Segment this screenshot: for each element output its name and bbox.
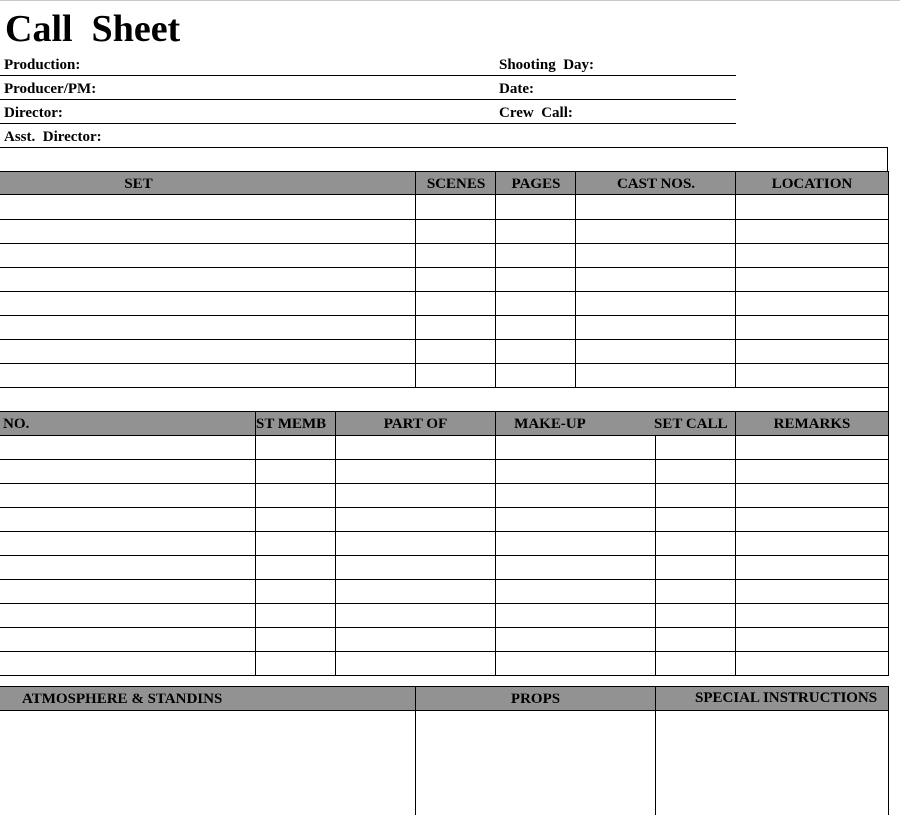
cast-table-header <box>0 411 889 436</box>
table-row-line <box>0 243 889 244</box>
shooting-day-label: Shooting Day: <box>499 57 595 73</box>
table-row-line <box>0 507 889 508</box>
table-row-line <box>0 579 889 580</box>
table-row-line <box>0 555 889 556</box>
table-row-line <box>0 531 889 532</box>
table-right-border <box>888 171 889 388</box>
remarks-column-header: REMARKS <box>773 416 851 432</box>
column-divider <box>415 171 416 387</box>
no-column-header: NO. <box>3 416 30 432</box>
set-call-column-header: SET CALL <box>654 416 728 432</box>
table-row-line <box>0 627 889 628</box>
info-underline <box>0 99 736 100</box>
props-header: PROPS <box>510 691 561 707</box>
sheet-top-border <box>0 0 900 1</box>
column-divider <box>495 171 496 387</box>
column-divider <box>735 171 736 387</box>
table-row-line <box>0 291 889 292</box>
table-row-line <box>0 339 889 340</box>
production-label: Production: <box>4 57 81 73</box>
crew-call-label: Crew Call: <box>499 105 573 121</box>
table-row-line <box>0 315 889 316</box>
table-row-line <box>0 483 889 484</box>
scene-table <box>0 171 889 388</box>
cast-nos-column-header: CAST NOS. <box>616 176 696 192</box>
asst-director-label: Asst. Director: <box>4 129 102 145</box>
table-right-border <box>888 411 889 676</box>
producer-label: Producer/PM: <box>4 81 97 97</box>
table-row-line <box>0 219 889 220</box>
column-divider <box>335 411 336 675</box>
column-divider <box>735 411 736 675</box>
cast-member-column-header: ST MEMB <box>256 416 327 432</box>
special-instructions-area <box>888 686 889 815</box>
column-divider <box>255 411 256 675</box>
props-area <box>655 686 656 815</box>
make-up-column-header: MAKE-UP <box>514 416 586 432</box>
atmosphere-standins-header: ATMOSPHERE & STANDINS <box>22 691 223 707</box>
table-row-line <box>0 363 889 364</box>
bottom-sections <box>0 686 900 815</box>
cast-table <box>0 411 889 676</box>
set-column-header: SET <box>124 176 153 192</box>
column-divider <box>495 411 496 675</box>
scenes-column-header: SCENES <box>426 176 486 192</box>
pages-column-header: PAGES <box>511 176 561 192</box>
spacer-row <box>0 147 888 171</box>
table-row-line <box>0 267 889 268</box>
location-column-header: LOCATION <box>771 176 853 192</box>
table-row-line <box>0 651 889 652</box>
info-underline <box>0 75 736 76</box>
table-row-line <box>0 603 889 604</box>
director-label: Director: <box>4 105 63 121</box>
scene-table-header <box>0 171 889 195</box>
table-row-line <box>0 459 889 460</box>
column-divider <box>655 435 656 675</box>
atmosphere-area <box>415 686 416 815</box>
info-underline <box>0 123 736 124</box>
column-divider <box>575 171 576 387</box>
part-of-column-header: PART OF <box>383 416 448 432</box>
spacer-right-border <box>888 388 889 412</box>
special-instructions-header: SPECIAL INSTRUCTIONS <box>695 690 878 706</box>
page-title: Call Sheet <box>5 8 181 50</box>
date-label: Date: <box>499 81 534 97</box>
table-row-line <box>0 675 889 676</box>
table-row-line <box>0 387 889 388</box>
